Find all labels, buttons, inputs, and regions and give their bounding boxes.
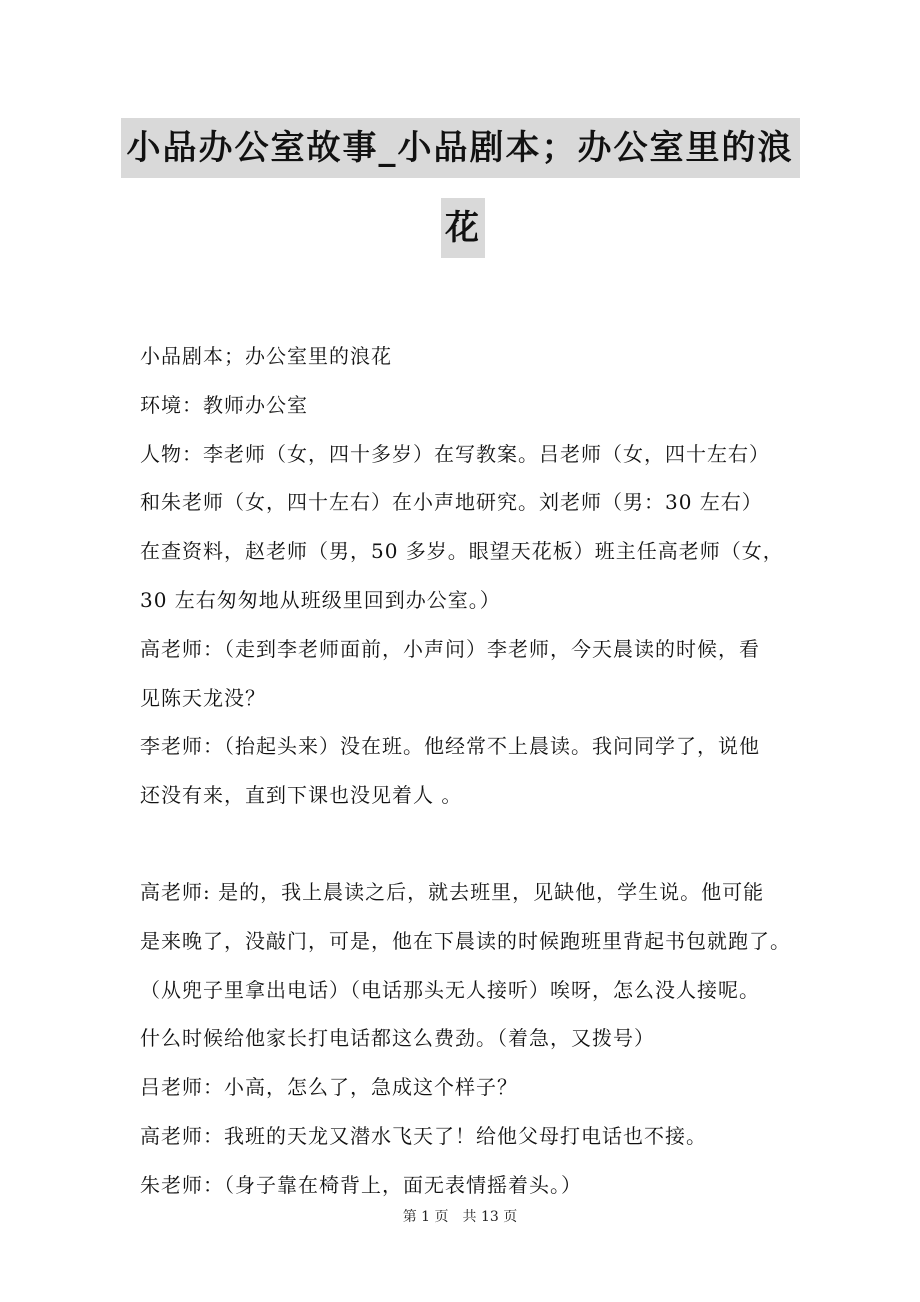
body-line: 还没有来，直到下课也没见着人 。 bbox=[140, 783, 463, 808]
body-line: 什么时候给他家长打电话都这么费劲。（着急，又拨号） bbox=[140, 1026, 655, 1051]
page-number: 第 1 页 共 13 页 bbox=[402, 1209, 518, 1225]
body-line: 高老师: 是的，我上晨读之后，就去班里，见缺他，学生说。他可能 bbox=[140, 879, 765, 904]
body-line: 是来晚了，没敲门，可是，他在下晨读的时候跑班里背起书包就跑了。 bbox=[140, 928, 791, 953]
body-line: 人物：李老师（女，四十多岁）在写教案。吕老师（女，四十左右） bbox=[140, 441, 770, 466]
title-line-2: 花 bbox=[441, 198, 485, 258]
document-title bbox=[0, 118, 920, 248]
body-line: 30 左右匆匆地从班级里回到办公室。） bbox=[140, 587, 501, 612]
body-line: 见陈天龙没？ bbox=[140, 685, 266, 710]
body-line: 和朱老师（女，四十左右）在小声地研究。刘老师（男：30 左右） bbox=[140, 490, 763, 515]
body-line: 高老师：我班的天龙又潜水飞天了！给他父母打电话也不接。 bbox=[140, 1123, 707, 1148]
paragraph-gap bbox=[140, 820, 790, 868]
title-line-1: 小品办公室故事_小品剧本；办公室里的浪 bbox=[121, 118, 800, 178]
body-line: 李老师：（抬起头来）没在班。他经常不上晨读。我问同学了，说他 bbox=[140, 734, 760, 759]
body-line: 吕老师：小高，怎么了，急成这个样子？ bbox=[140, 1075, 518, 1100]
body-line: （从兜子里拿出电话）（电话那头无人接听）唉呀，怎么没人接呢。 bbox=[140, 977, 760, 1002]
body-line: 在查资料，赵老师（男，50 多岁。眼望天花板）班主任高老师（女， bbox=[140, 539, 784, 564]
page-footer bbox=[0, 1206, 920, 1226]
body-line: 小品剧本；办公室里的浪花 bbox=[140, 344, 392, 368]
document-body bbox=[140, 332, 790, 1210]
body-line: 高老师：（走到李老师面前，小声问）李老师，今天晨读的时候，看 bbox=[140, 636, 760, 661]
body-line: 朱老师：（身子靠在椅背上，面无表情摇着头。） bbox=[140, 1172, 582, 1197]
body-line: 环境：教师办公室 bbox=[140, 392, 308, 417]
